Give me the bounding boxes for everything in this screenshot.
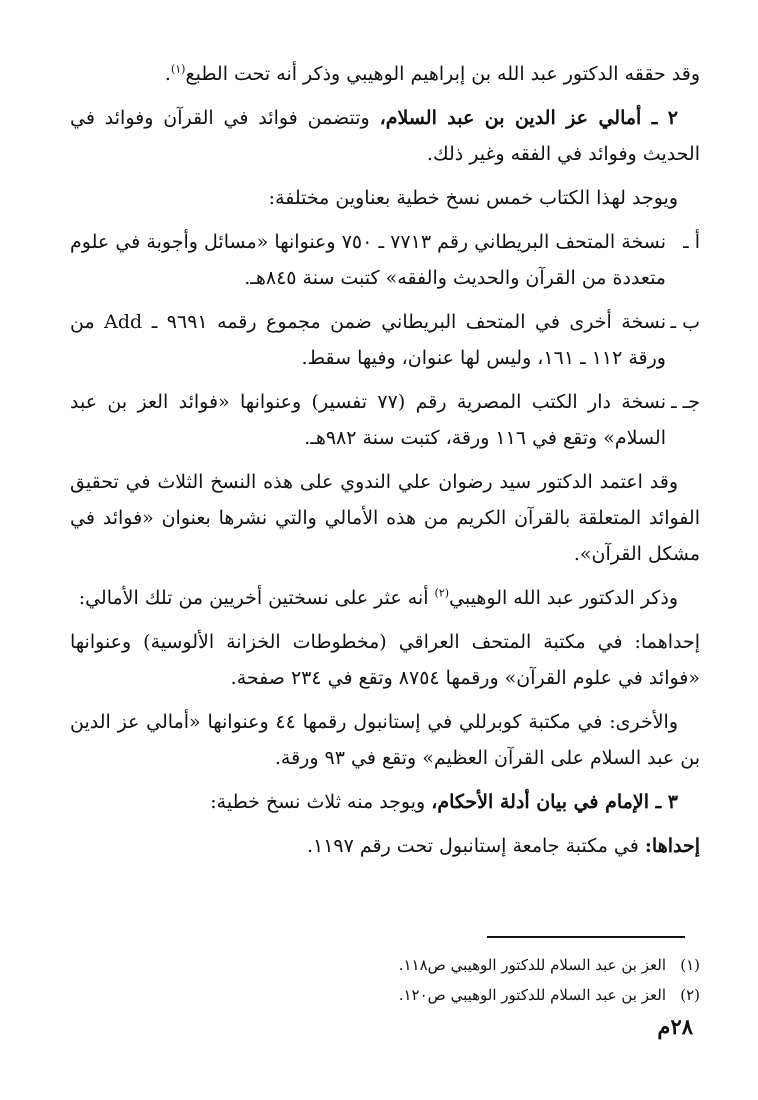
footnote-text: العز بن عبد السلام للدكتور الوهيبي ص١١٨. [398,956,666,974]
paragraph-9 [70,828,700,864]
paragraph-end: . [164,63,171,85]
section-3 [70,784,700,820]
footnote-number: (٢) [680,986,700,1004]
list-item-a [70,224,700,296]
list-marker: أ ـ [683,231,700,253]
section-3-text: ويوجد منه ثلاث نسخ خطية: [210,791,432,813]
page-number: ٢٨م [657,1014,693,1039]
paragraph-label: والأخرى: [609,711,678,733]
paragraph-text: وقد اعتمد الدكتور سيد رضوان علي الندوي على هذه النسخ الثلاث في تحقيق الفوائد المتعلقة بالقرآن الكريم من هذه الأمالي والتي نشرها بعنوان «فوائد في مشكل القرآن». [70,471,700,565]
section-2-text: وتتضمن فوائد في القرآن وفوائد في الحديث وفوائد في الفقه وغير ذلك. [70,107,700,165]
list-item-text: نسخة المتحف البريطاني رقم ٧٧١٣ ـ ٧٥٠ وعنوانها «مسائل وأجوبة في علوم متعددة من القرآن والحديث والفقه» كتبت سنة ٨٤٥هـ. [70,231,666,289]
footnote-divider [487,936,685,938]
paragraph-text: وذكر الدكتور عبد الله الوهيبي [449,587,678,609]
footnote-ref-2: (٢) [434,586,450,600]
footnote-1 [70,950,700,980]
list-marker: ب ـ [670,311,700,333]
footnote-ref-1: (١) [170,62,186,76]
list-item-c [70,384,700,456]
paragraph-text: في مكتبة كوبرللي في إستانبول رقمها ٤٤ وعنوانها «أمالي عز الدين بن عبد السلام على القرآن العظيم» وتقع في ٩٣ ورقة. [70,711,700,769]
footnote-text: العز بن عبد السلام للدكتور الوهيبي ص١٢٠. [398,986,666,1004]
paragraph-5 [70,580,700,616]
list-item-text: نسخة أخرى في المتحف البريطاني ضمن مجموع رقمه ٩٦٩١ ـ [142,311,666,333]
footnote-number: (١) [680,956,700,974]
list-item-text: من ورقة ١١٢ ـ ١٦١، وليس لها عنوان، وفيها سقط. [70,311,666,369]
paragraph-4 [70,464,700,572]
paragraph-text: في مكتبة المتحف العراقي (مخطوطات الخزانة الألوسية) وعنوانها «فوائد في علوم القرآن» ورقمها ٨٧٥٤ وتقع في ٢٣٤ صفحة. [70,631,700,689]
paragraph-label: إحداها: [644,835,700,857]
paragraph-text: في مكتبة جامعة إستانبول تحت رقم ١١٩٧. [306,835,645,857]
list-item-text: نسخة دار الكتب المصرية رقم (٧٧ تفسير) وعنوانها «فوائد العز بن عبد السلام» وتقع في ١١٦ ورقة، كتبت سنة ٩٨٢هـ. [70,391,666,449]
paragraph-label: إحداهما: [634,631,700,653]
section-2 [70,100,700,172]
section-3-title: ٣ ـ الإمام في بيان أدلة الأحكام، [431,791,678,813]
list-item-b [70,304,700,376]
main-text [70,56,700,872]
list-marker: جـ ـ [671,391,700,413]
paragraph-6 [70,624,700,696]
latin-add: Add [104,311,143,333]
footnotes [70,950,700,1010]
paragraph-1 [70,56,700,92]
paragraph-7 [70,704,700,776]
paragraph-text: وقد حققه الدكتور عبد الله بن إبراهيم الوهيبي وذكر أنه تحت الطبع [185,63,700,85]
paragraph-text: أنه عثر على نسختين أخريين من تلك الأمالي: [78,587,435,609]
paragraph-text: ويوجد لهذا الكتاب خمس نسخ خطية بعناوين مختلفة: [268,187,678,209]
section-2-title: ٢ ـ أمالي عز الدين بن عبد السلام، [379,107,678,129]
paragraph-3 [70,180,700,216]
footnote-2 [70,980,700,1010]
